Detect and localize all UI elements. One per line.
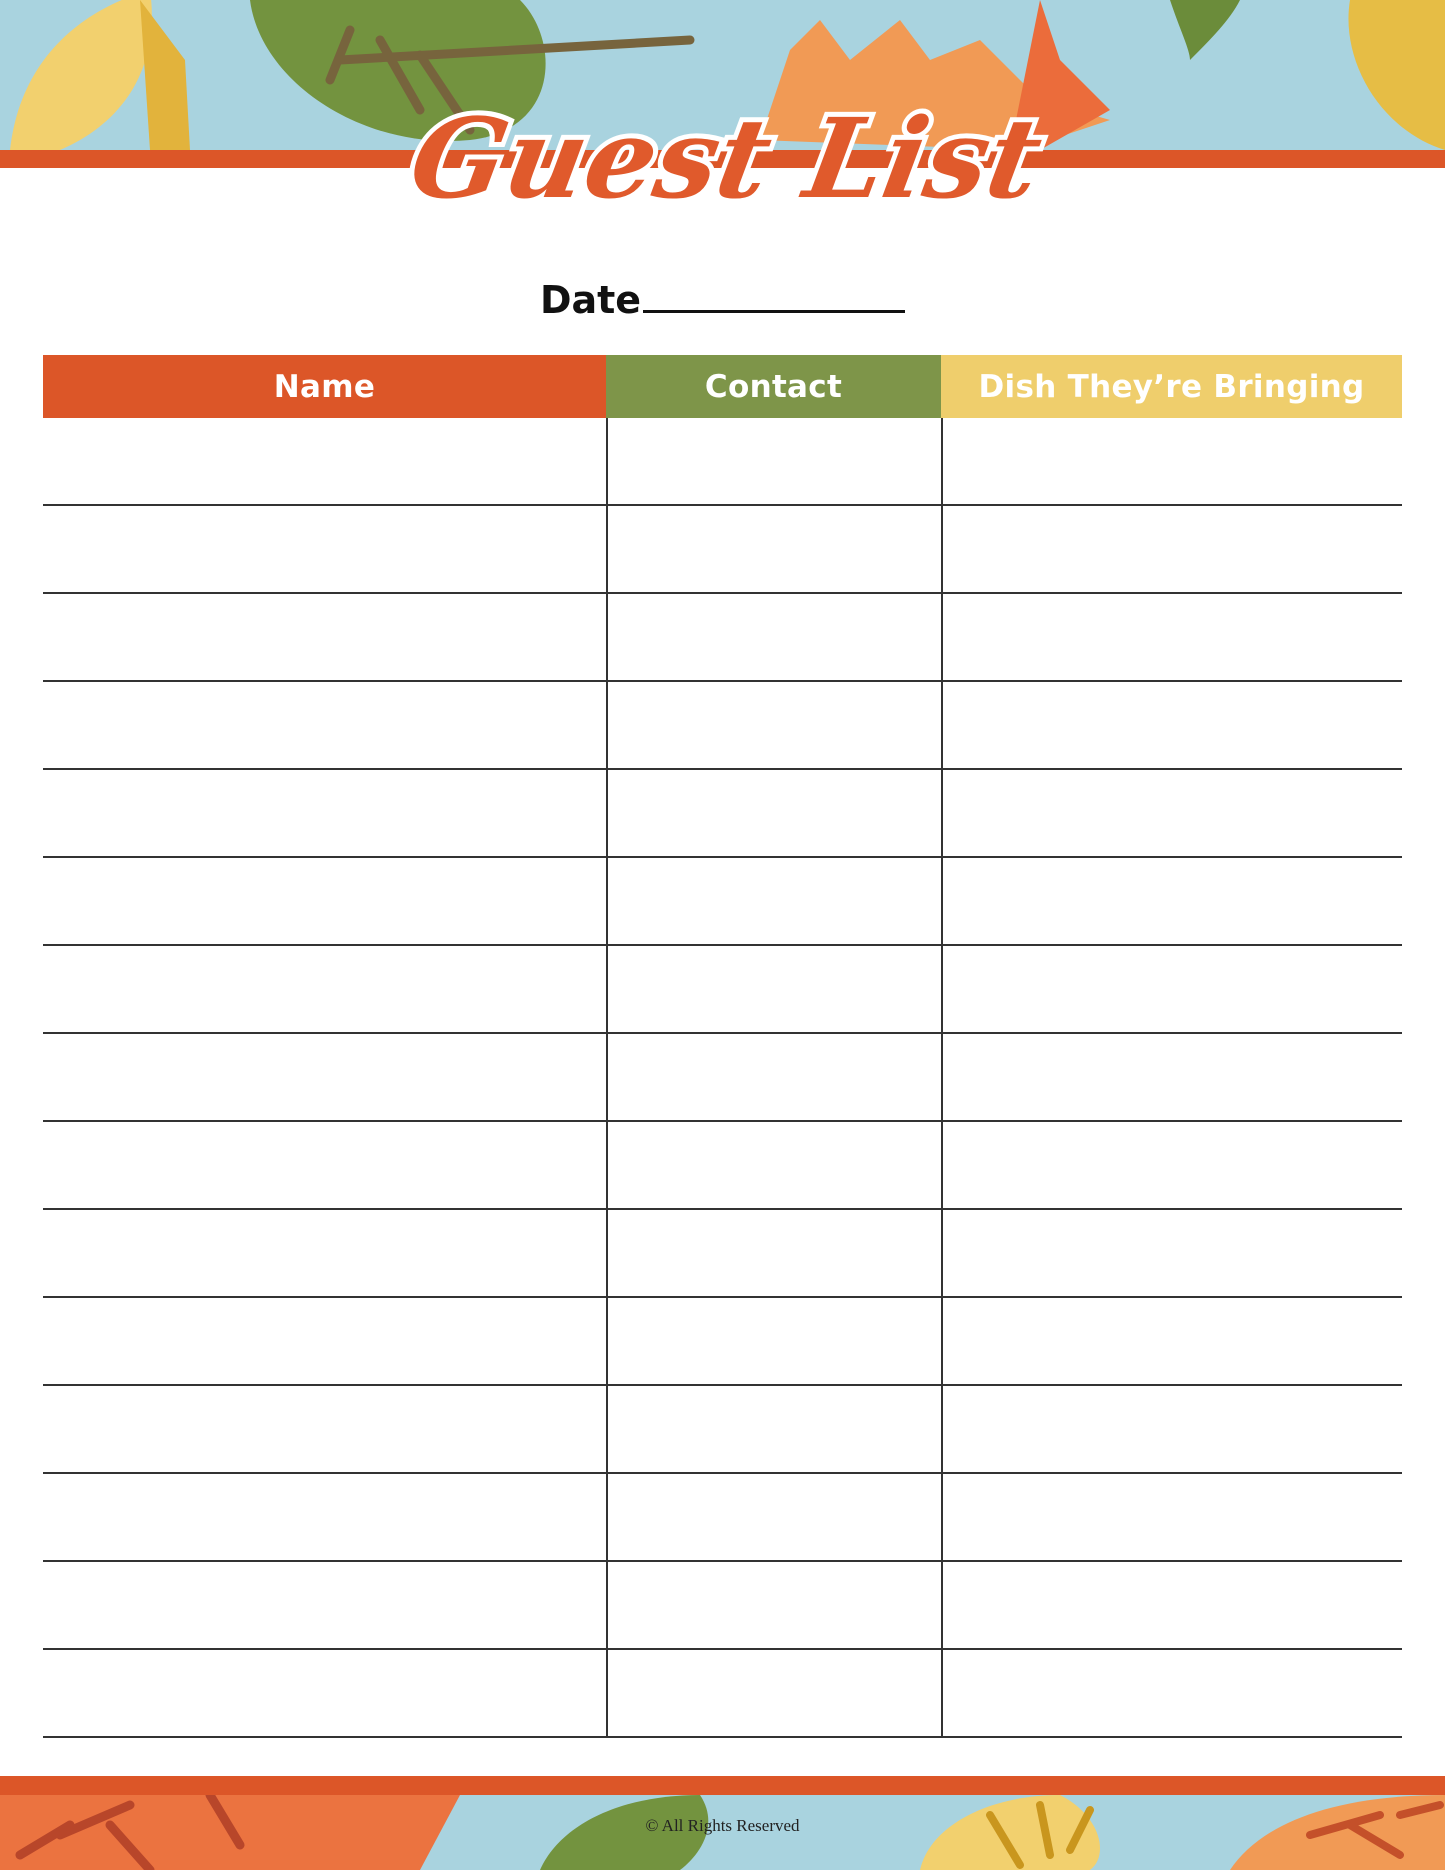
name-cell[interactable] bbox=[43, 506, 606, 592]
contact-cell[interactable] bbox=[606, 506, 941, 592]
table-row bbox=[43, 770, 1402, 858]
name-cell[interactable] bbox=[43, 418, 606, 504]
dish-cell[interactable] bbox=[941, 858, 1402, 944]
dish-cell[interactable] bbox=[941, 1210, 1402, 1296]
title-text: Guest List bbox=[400, 94, 1051, 224]
table-row bbox=[43, 682, 1402, 770]
table-row bbox=[43, 1122, 1402, 1210]
name-cell[interactable] bbox=[43, 1562, 606, 1648]
table-row bbox=[43, 506, 1402, 594]
table-row bbox=[43, 1034, 1402, 1122]
name-cell[interactable] bbox=[43, 946, 606, 1032]
dish-cell[interactable] bbox=[941, 1650, 1402, 1736]
table-row bbox=[43, 1650, 1402, 1738]
page-title bbox=[0, 92, 1445, 252]
dish-cell[interactable] bbox=[941, 1386, 1402, 1472]
header-contact: Contact bbox=[606, 355, 941, 418]
dish-cell[interactable] bbox=[941, 594, 1402, 680]
dish-cell[interactable] bbox=[941, 770, 1402, 856]
contact-cell[interactable] bbox=[606, 594, 941, 680]
contact-cell[interactable] bbox=[606, 1298, 941, 1384]
table-row bbox=[43, 1210, 1402, 1298]
dish-cell[interactable] bbox=[941, 1474, 1402, 1560]
contact-cell[interactable] bbox=[606, 1210, 941, 1296]
contact-cell[interactable] bbox=[606, 946, 941, 1032]
dish-cell[interactable] bbox=[941, 1298, 1402, 1384]
dish-cell[interactable] bbox=[941, 1034, 1402, 1120]
name-cell[interactable] bbox=[43, 858, 606, 944]
name-cell[interactable] bbox=[43, 1122, 606, 1208]
table-body bbox=[43, 418, 1402, 1738]
table-row bbox=[43, 418, 1402, 506]
name-cell[interactable] bbox=[43, 682, 606, 768]
table-header bbox=[43, 355, 1402, 418]
contact-cell[interactable] bbox=[606, 1386, 941, 1472]
dish-cell[interactable] bbox=[941, 682, 1402, 768]
contact-cell[interactable] bbox=[606, 1122, 941, 1208]
name-cell[interactable] bbox=[43, 1210, 606, 1296]
dish-cell[interactable] bbox=[941, 1562, 1402, 1648]
table-row bbox=[43, 1562, 1402, 1650]
guest-table bbox=[43, 355, 1402, 1738]
name-cell[interactable] bbox=[43, 1034, 606, 1120]
name-cell[interactable] bbox=[43, 1298, 606, 1384]
date-field bbox=[0, 278, 1445, 322]
contact-cell[interactable] bbox=[606, 418, 941, 504]
name-cell[interactable] bbox=[43, 770, 606, 856]
contact-cell[interactable] bbox=[606, 1474, 941, 1560]
dish-cell[interactable] bbox=[941, 1122, 1402, 1208]
contact-cell[interactable] bbox=[606, 1562, 941, 1648]
table-row bbox=[43, 858, 1402, 946]
contact-cell[interactable] bbox=[606, 1034, 941, 1120]
copyright-footer: © All Rights Reserved bbox=[645, 1816, 800, 1835]
table-row bbox=[43, 1386, 1402, 1474]
contact-cell[interactable] bbox=[606, 1650, 941, 1736]
dish-cell[interactable] bbox=[941, 946, 1402, 1032]
contact-cell[interactable] bbox=[606, 858, 941, 944]
header-dish: Dish They’re Bringing bbox=[941, 355, 1402, 418]
date-label: Date bbox=[539, 278, 642, 322]
contact-cell[interactable] bbox=[606, 770, 941, 856]
dish-cell[interactable] bbox=[941, 506, 1402, 592]
table-row bbox=[43, 594, 1402, 682]
header-name: Name bbox=[43, 355, 606, 418]
name-cell[interactable] bbox=[43, 1386, 606, 1472]
table-row bbox=[43, 946, 1402, 1034]
dish-cell[interactable] bbox=[941, 418, 1402, 504]
date-blank-line[interactable] bbox=[643, 282, 905, 313]
title-script bbox=[393, 92, 1053, 252]
table-row bbox=[43, 1474, 1402, 1562]
table-row bbox=[43, 1298, 1402, 1386]
name-cell[interactable] bbox=[43, 594, 606, 680]
bottom-stripe bbox=[0, 1776, 1445, 1795]
name-cell[interactable] bbox=[43, 1474, 606, 1560]
name-cell[interactable] bbox=[43, 1650, 606, 1736]
contact-cell[interactable] bbox=[606, 682, 941, 768]
